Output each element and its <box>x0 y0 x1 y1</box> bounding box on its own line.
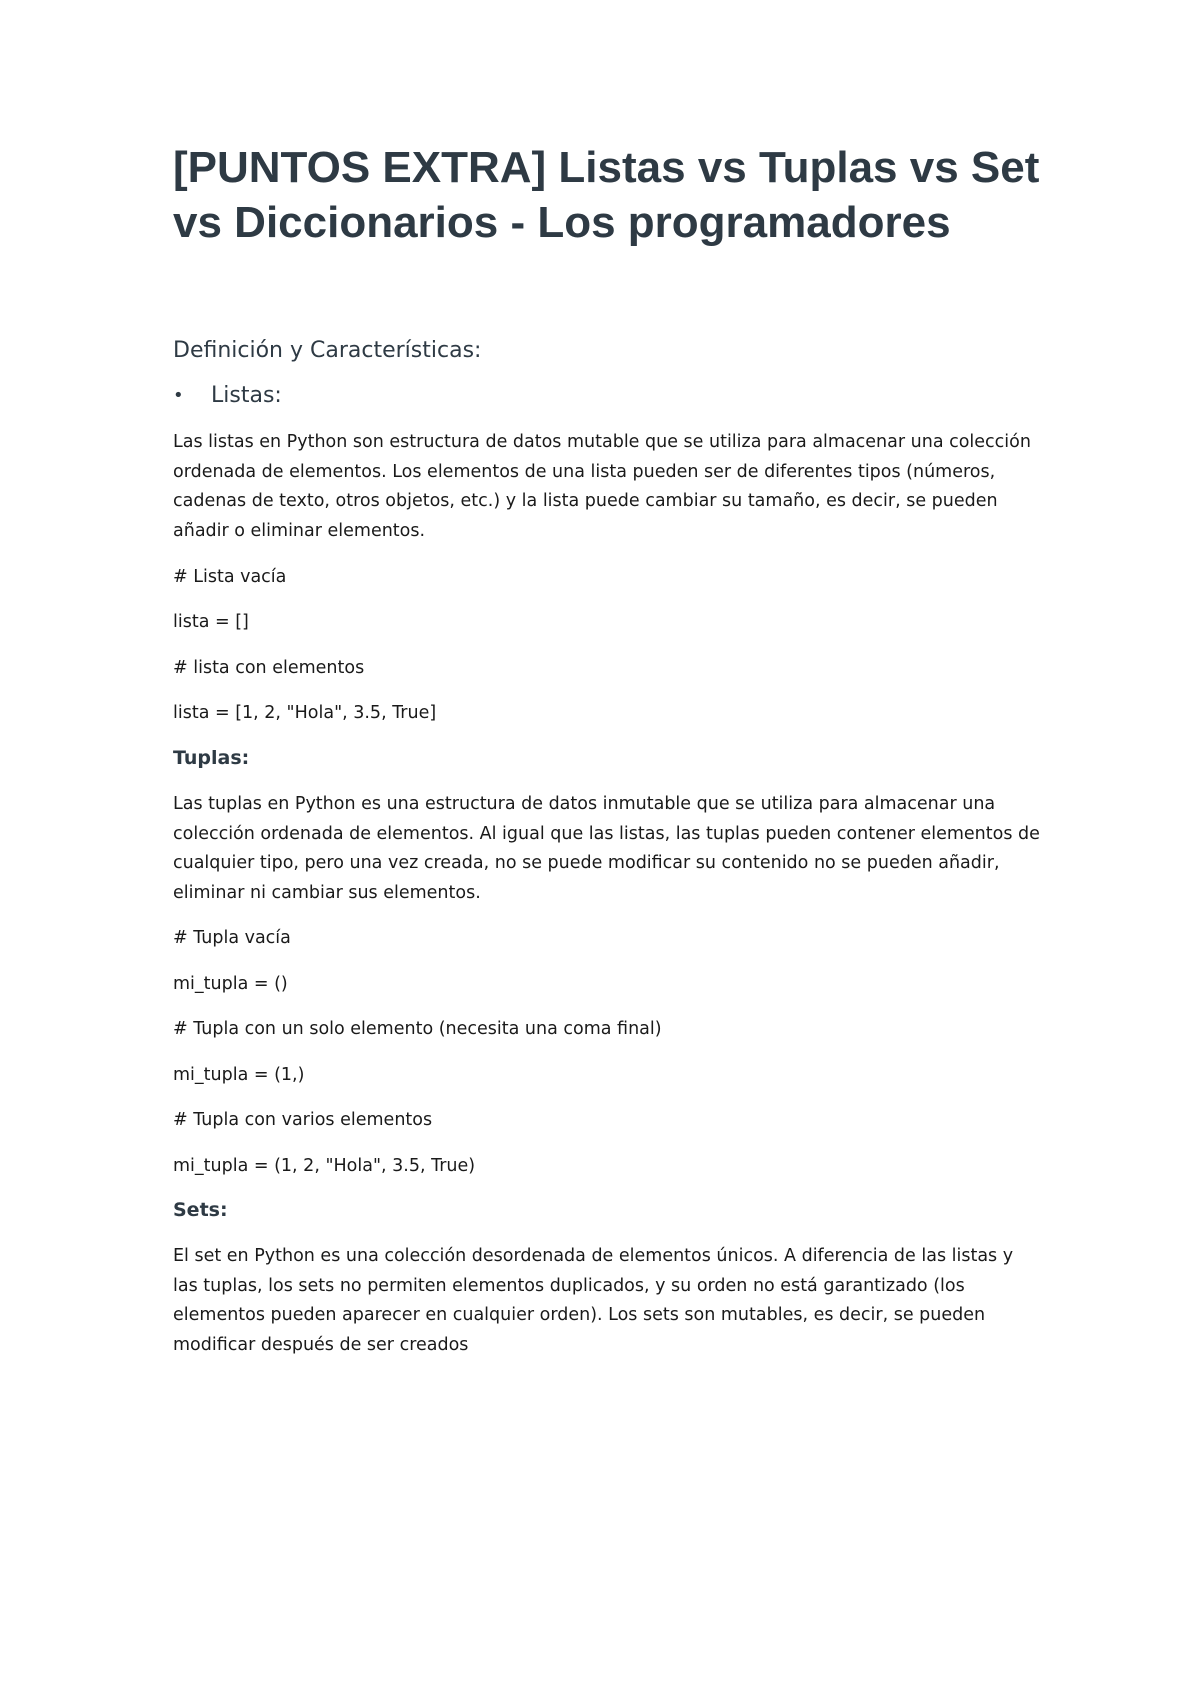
tuplas-paragraph: Las tuplas en Python es una estructura de datos inmutable que se utiliza para almacenar una colección ordenada de elementos. Al igual que las listas, las tuplas pueden contener elementos de cualquier tipo, pero una vez creada, no se puede modificar su contenido no se pueden añadir, eliminar ni cambiar sus elementos. <box>173 794 1040 903</box>
code-line: # Tupla vacía <box>173 928 291 948</box>
code-line: # Tupla con un solo elemento (necesita una coma final) <box>173 1019 662 1039</box>
code-line: mi_tupla = (1,) <box>173 1065 305 1085</box>
section-heading-definicion: Definición y Características: <box>173 338 482 363</box>
code-line: mi_tupla = () <box>173 974 288 994</box>
listas-heading: Listas: <box>211 383 282 408</box>
code-line: # Lista vacía <box>173 567 287 587</box>
sets-paragraph: El set en Python es una colección desordenada de elementos únicos. A diferencia de las listas y las tuplas, los sets no permiten elementos duplicados, y su orden no está garantizado (los elementos pueden aparecer en cualquier orden). Los sets son mutables, es decir, se pueden modificar después de ser creados <box>173 1246 1014 1355</box>
code-line: # lista con elementos <box>173 658 365 678</box>
code-line: # Tupla con varios elementos <box>173 1110 433 1130</box>
sets-heading: Sets: <box>173 1199 228 1221</box>
listas-paragraph: Las listas en Python son estructura de datos mutable que se utiliza para almacenar una colección ordenada de elementos. Los elementos de una lista pueden ser de diferentes tipos (números, cadenas de texto, otros objetos, etc.) y la lista puede cambiar su tamaño, es decir, se pueden añadir o eliminar elementos. <box>173 432 1031 541</box>
code-line: lista = [1, 2, "Hola", 3.5, True] <box>173 703 437 723</box>
bullet-heading-listas <box>173 383 282 408</box>
code-line: mi_tupla = (1, 2, "Hola", 3.5, True) <box>173 1156 476 1176</box>
code-line: lista = [] <box>173 612 249 632</box>
tuplas-heading: Tuplas: <box>173 747 250 769</box>
bullet-icon: • <box>173 385 184 406</box>
document-title: [PUNTOS EXTRA] Listas vs Tuplas vs Set vs Diccionarios - Los programadores <box>173 143 1040 247</box>
